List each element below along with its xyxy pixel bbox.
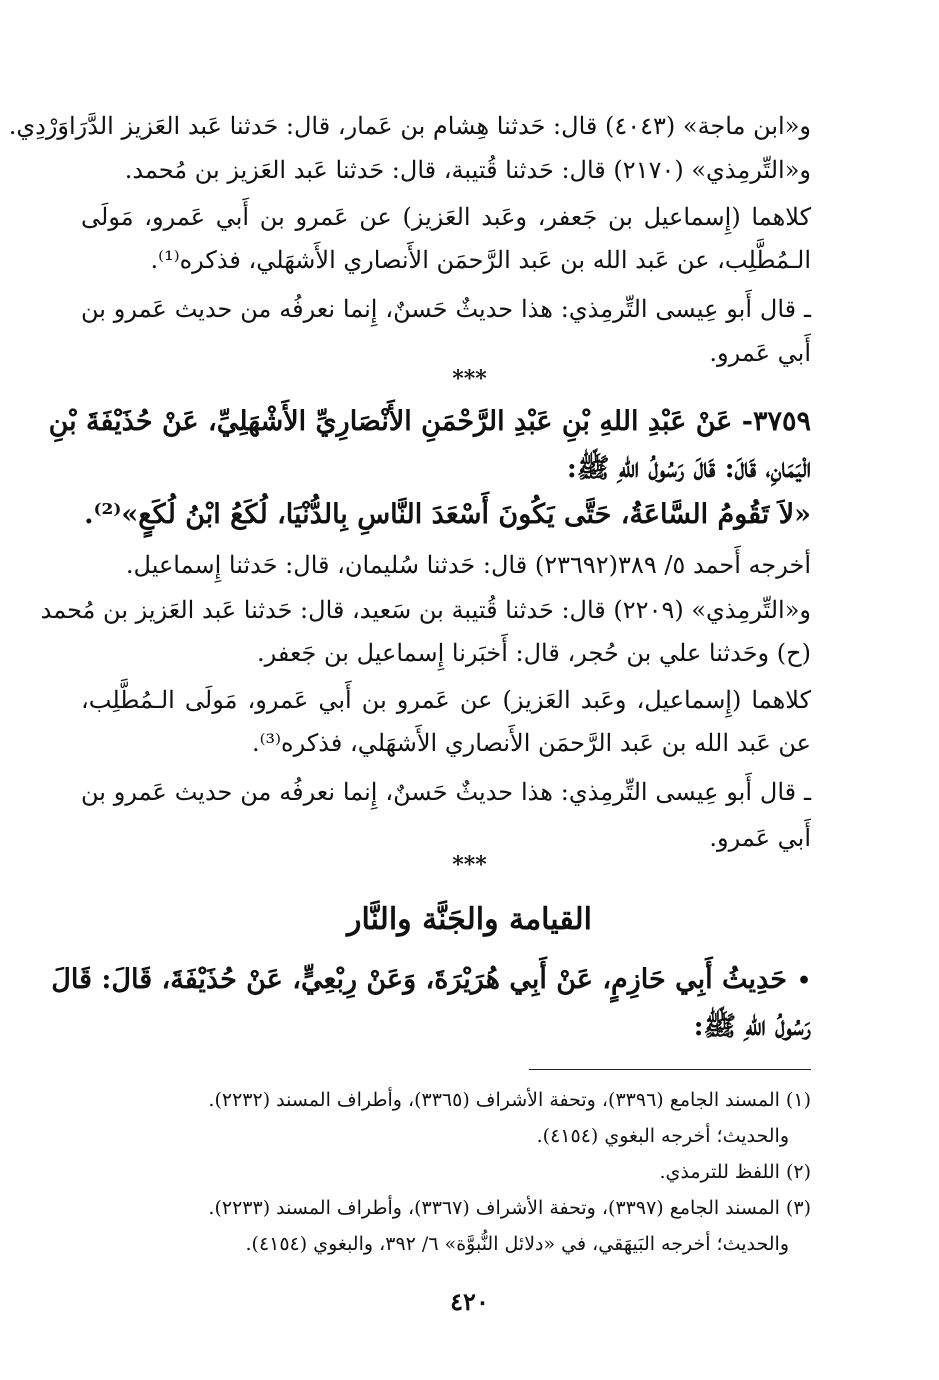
text-line: أَبي عَمرو. xyxy=(709,824,811,852)
section-separator: *** xyxy=(452,852,487,878)
footnote: والحديث؛ أخرجه البغوي (٤١٥٤). xyxy=(536,1125,789,1147)
hadith-line xyxy=(51,960,811,1001)
page-number: ٤٢٠ xyxy=(450,1287,489,1316)
text-line: ـ قال أَبو عِيسى التِّرمِذي: هذا حديثٌ حَسنٌ، إِنما نعرفُه من حديث عَمرو بن xyxy=(81,778,811,806)
text-line: الـمُطَّلِب، عن عَبد الله بن عَبد الرَّحمَن الأَنصاري الأَشهَلي، فذكره⁽¹⁾. xyxy=(150,246,811,274)
footnote: (٣) المسند الجامع (٣٣٩٧)، وتحفة الأشراف (٣٣٦٧)، وأطراف المسند (٢٢٣٣). xyxy=(208,1197,811,1219)
footnote: (١) المسند الجامع (٣٣٩٦)، وتحفة الأشراف (٣٣٦٥)، وأطراف المسند (٢٢٣٢). xyxy=(208,1089,811,1111)
hadith-line: الْيَمَانِ، قَالَ: قَالَ رَسُولُ اللهِ ﷺ: xyxy=(566,453,811,484)
footnote-divider xyxy=(529,1069,811,1070)
section-separator: *** xyxy=(452,366,487,392)
footnote: (٢) اللفظ للترمذي. xyxy=(659,1161,811,1183)
text-line: كلاهما (إِسماعيل، وعَبد العَزيز) عن عَمرو بن أَبي عَمرو، مَولَى الـمُطَّلِب، xyxy=(81,686,811,714)
text-line: و«ابن ماجة» (٤٠٤٣) قال: حَدثنا هِشام بن عَمار، قال: حَدثنا عَبد العَزيز الدَّرَاوَرْدِي. xyxy=(8,112,811,140)
hadith-line: ٣٧٥٩- عَنْ عَبْدِ اللهِ بْنِ عَبْدِ الرَّحْمَنِ الأَنْصَارِيِّ الأَشْهَلِيِّ، عَنْ حُذَيْفَةَ بْنِ xyxy=(48,406,811,437)
hadith-intro: حَدِيثُ أَبِي حَازِمٍ، عَنْ أَبِي هُرَيْرَةَ، وَعَنْ رِبْعِيٍّ، عَنْ حُذَيْفَةَ، قَالَ: قَالَ xyxy=(51,964,787,995)
hadith-quote: «لاَ تَقُومُ السَّاعَةُ، حَتَّى يَكُونَ أَسْعَدَ النَّاسِ بِالدُّنْيَا، لُكَعُ ابْنُ لُكَعٍ»⁽²⁾. xyxy=(84,499,811,530)
text-line: كلاهما (إِسماعيل بن جَعفر، وعَبد العَزيز) عن عَمرو بن أَبي عَمرو، مَولَى xyxy=(81,203,811,231)
hadith-line: رَسُولُ اللهِ ﷺ: xyxy=(693,1011,811,1042)
text-line: و«التِّرمِذي» (٢٢٠٩) قال: حَدثنا قُتيبة بن سَعيد، قال: حَدثنا عَبد العَزيز بن مُحمد xyxy=(40,596,811,624)
bullet-icon: • xyxy=(796,968,811,994)
section-heading: القيامة والجَنَّة والنَّار xyxy=(347,902,592,937)
text-line: (ح) وحَدثنا علي بن حُجر، قال: أَخبَرنا إِسماعيل بن جَعفر. xyxy=(256,639,811,667)
text-line: أخرجه أَحمد ٥/ ٣٨٩(٢٣٦٩٢) قال: حَدثنا سُليمان، قال: حَدثنا إِسماعيل. xyxy=(125,551,811,579)
footnote: والحديث؛ أخرجه البَيهَقي، في «دلائل النُّبوَّة» ٦/ ٣٩٢، والبغوي (٤١٥٤). xyxy=(245,1233,789,1255)
text-line: و«التِّرمِذي» (٢١٧٠) قال: حَدثنا قُتيبة، قال: حَدثنا عَبد العَزيز بن مُحمد. xyxy=(124,156,811,184)
text-line: أَبي عَمرو. xyxy=(709,339,811,367)
text-line: ـ قال أَبو عِيسى التِّرمِذي: هذا حديثٌ حَسنٌ، إِنما نعرفُه من حديث عَمرو بن xyxy=(81,295,811,323)
text-line: عن عَبد الله بن عَبد الرَّحمَن الأَنصاري الأَشهَلي، فذكره⁽³⁾. xyxy=(251,729,811,757)
